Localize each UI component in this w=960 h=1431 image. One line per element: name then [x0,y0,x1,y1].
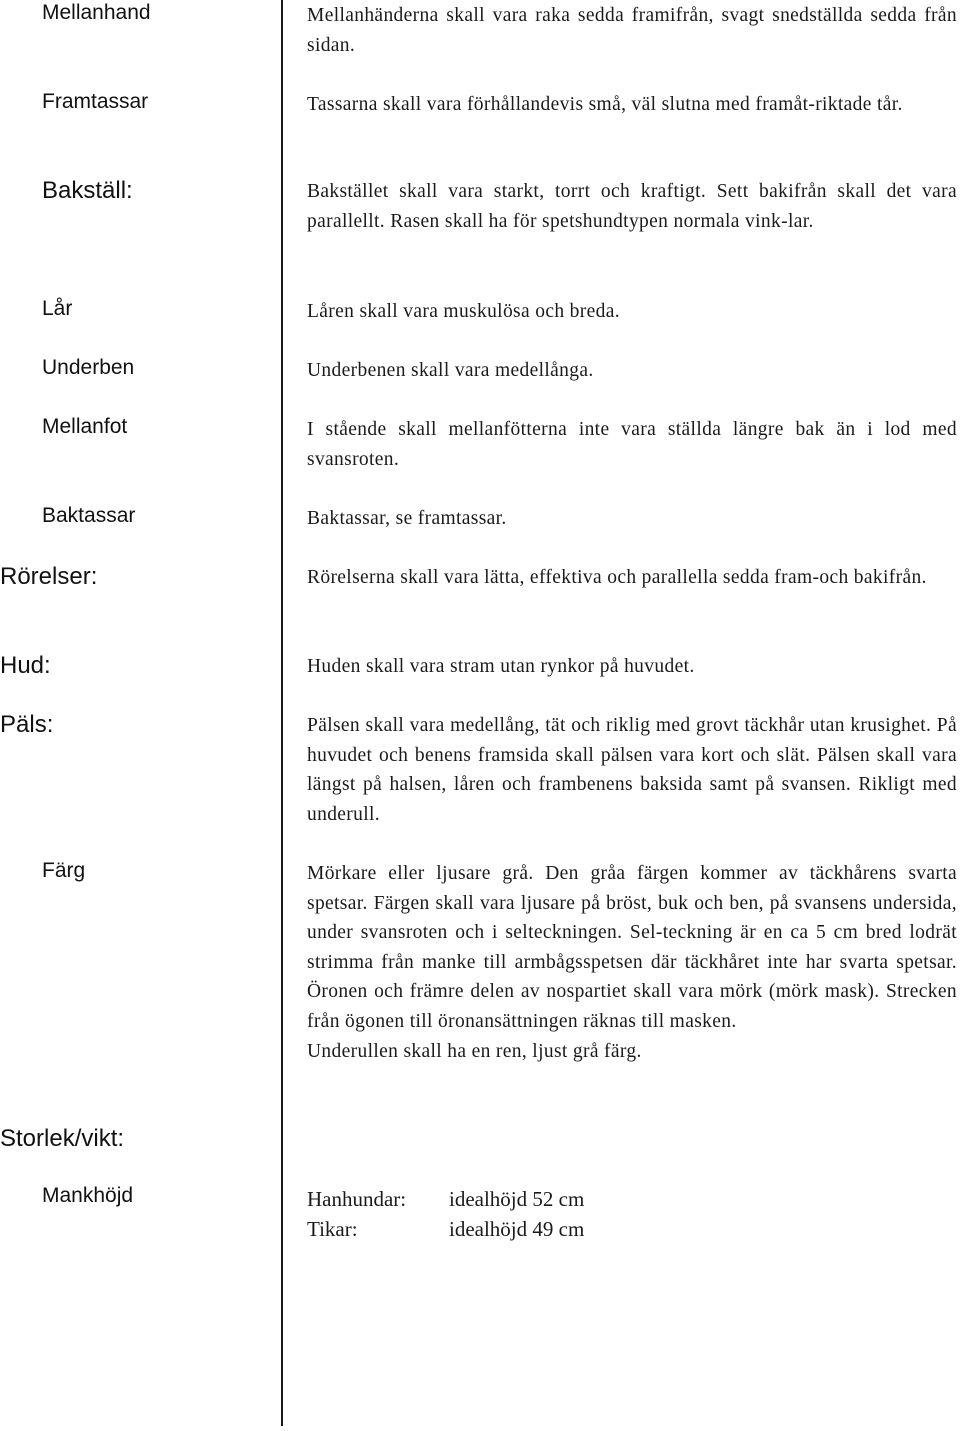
label-underben: Underben [42,356,135,379]
label-mankhojd: Mankhöjd [42,1184,134,1207]
label-framtassar: Framtassar [42,90,149,113]
text-pals: Pälsen skall vara medellång, tät och riklig med grovt täckhår utan krusighet. På huvudet och benens framsida skall pälsen vara kort och slät. Pälsen skall vara längst på halsen, låren och frambenens baksida samt på svansen. Rikligt med underull. [307,715,957,825]
text-lar: Låren skall vara muskulösa och breda. [307,301,620,322]
size-row-hanhundar [307,1184,584,1214]
text-rorelser: Rörelserna skall vara lätta, effektiva och parallella sedda fram-och bakifrån. [307,567,927,588]
text-hud: Huden skall vara stram utan rynkor på huvudet. [307,656,695,677]
label-lar: Lår [42,297,73,320]
size-key: Hanhundar: [307,1187,407,1211]
label-farg: Färg [42,859,86,882]
size-table [307,1184,584,1244]
text-baktassar: Baktassar, se framtassar. [307,508,507,529]
size-key: Tikar: [307,1217,358,1241]
label-mellanfot: Mellanfot [42,415,128,438]
label-bakstall: Bakställ: [42,177,133,204]
text-bakstall: Bakstället skall vara starkt, torrt och kraftigt. Sett bakifrån skall det vara parallellt. Rasen skall ha för spetshundtypen normala vink-lar. [307,181,957,232]
label-hud: Hud: [0,652,51,679]
size-value: idealhöjd 49 cm [449,1217,585,1241]
text-framtassar: Tassarna skall vara förhållandevis små, väl slutna med framåt-riktade tår. [307,94,903,115]
label-mellanhand: Mellanhand [42,1,151,24]
column-divider [281,0,283,1426]
text-farg: Mörkare eller ljusare grå. Den gråa färgen kommer av täckhårens svarta spetsar. Färgen skall vara ljusare på bröst, buk och ben, på svansens undersida, under svansroten och i selteckningen. Sel-teckning är en ca 5 cm bred lodrät strimma från manke till armbågsspetsen där täckhåret inte har svarta spetsar. Öronen och främre delen av nospartiet skall vara mörk (mörk mask). Strecken från ögonen till öronansättningen räknas till masken. Underullen skall ha en ren, ljust grå färg. [307,859,957,1066]
label-rorelser: Rörelser: [0,563,98,590]
label-storlek: Storlek/vikt: [0,1125,125,1152]
text-underben: Underbenen skall vara medellånga. [307,360,594,381]
size-value: idealhöjd 52 cm [449,1187,585,1211]
text-mellanfot: I stående skall mellanfötterna inte vara ställda längre bak än i lod med svansroten. [307,419,957,470]
text-farg-underull: Underullen skall ha en ren, ljust grå färg. [307,1040,642,1062]
text-mellanhand: Mellanhänderna skall vara raka sedda framifrån, svagt snedställda sedda från sidan. [307,5,957,56]
label-baktassar: Baktassar [42,504,136,527]
size-row-tikar [307,1214,584,1244]
label-pals: Päls: [0,711,54,738]
